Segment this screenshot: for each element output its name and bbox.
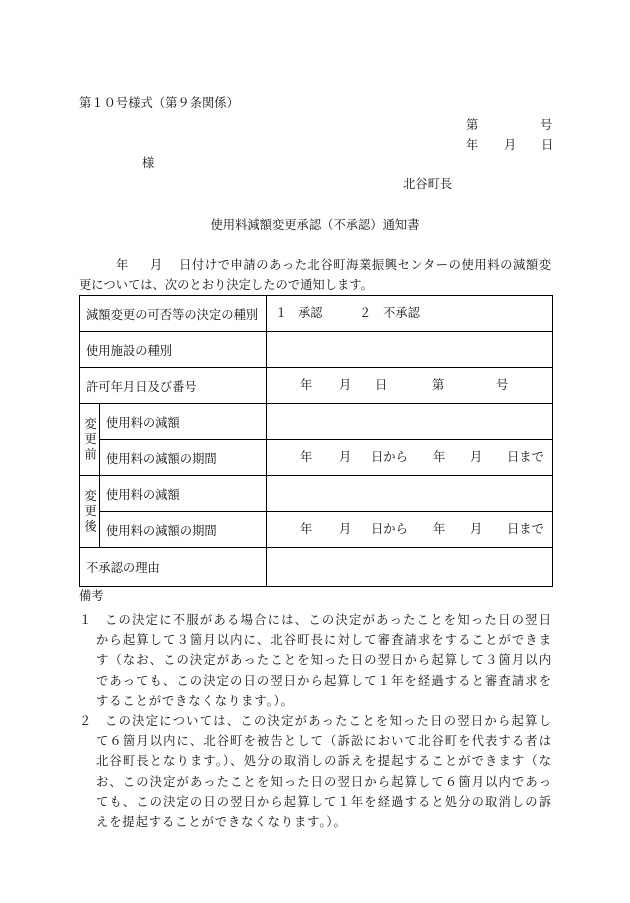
after-from-day: 日から	[371, 522, 408, 536]
doc-number-prefix: 第	[466, 118, 479, 132]
doc-number-suffix: 号	[540, 118, 553, 132]
intro-year: 年	[116, 258, 129, 272]
date-month: 月	[504, 138, 517, 152]
after-to-month: 月	[470, 522, 483, 536]
remarks-notes	[79, 610, 551, 832]
sender-name: 北谷町長	[403, 177, 453, 191]
intro-line-1: 日付けで申請のあった北谷町海業振興センターの使用料の減額変	[179, 258, 551, 272]
note-text: この決定については、この決定があったことを知った日の翌日から起算し	[105, 713, 551, 728]
option-number: １	[275, 306, 288, 320]
permit-label: 許可年月日及び番号	[80, 368, 267, 404]
note-line: から起算して３箇月以内に、北谷町長に対して審査請求をすることができま	[96, 633, 551, 648]
note-line: えを提起することができなくなります。）。	[96, 814, 347, 829]
after-amount-value	[267, 476, 552, 512]
note-number: １	[79, 613, 92, 627]
document-title: 使用料減額変更承認（不承認）通知書	[210, 218, 420, 232]
note-line: ても、この決定の日の翌日から起算して１年を経過すると処分の取消しの訴	[96, 794, 551, 809]
before-group-text: 変更前	[82, 416, 97, 463]
decision-value	[267, 296, 552, 332]
note-line: す（なお、この決定があったことを知った日の翌日から起算して３箇月以内	[96, 653, 551, 668]
after-to-day: 日まで	[507, 522, 544, 536]
date-year: 年	[466, 138, 479, 152]
intro-line-2: 更については、次のとおり決定したので通知します。	[79, 278, 373, 292]
before-amount-value	[267, 404, 552, 440]
permit-day: 日	[375, 378, 388, 392]
option-disapprove: 不承認	[383, 306, 420, 320]
before-to-month: 月	[470, 450, 483, 464]
before-amount-label: 使用料の減額	[100, 404, 267, 440]
note-line: することができなくなります。）。	[96, 693, 294, 708]
before-to-year: 年	[433, 450, 446, 464]
note-line: 北谷町長となります。）、処分の取消しの訴えを提起することができます（な	[96, 754, 551, 769]
form-number: 第１０号様式（第９条関係）	[79, 96, 239, 110]
after-from-year: 年	[300, 522, 313, 536]
addressee-honorific: 様	[142, 156, 155, 170]
after-to-year: 年	[433, 522, 446, 536]
after-group-label	[80, 476, 100, 548]
after-period-label: 使用料の減額の期間	[100, 512, 267, 548]
note-line	[79, 711, 551, 731]
note-text: この決定に不服がある場合には、この決定があったことを知った日の翌日	[105, 613, 551, 627]
before-period-label: 使用料の減額の期間	[100, 440, 267, 476]
reason-value	[267, 548, 552, 586]
before-from-day: 日から	[371, 450, 408, 464]
note-line: であっても、この決定の日の翌日から起算して１年を経過すると審査請求を	[96, 673, 551, 688]
permit-month: 月	[339, 378, 352, 392]
option-approve: 承認	[298, 306, 323, 320]
after-group-text: 変更後	[82, 488, 97, 535]
decision-label: 減額変更の可否等の決定の種別	[80, 296, 267, 332]
permit-year: 年	[300, 378, 313, 392]
permit-no-suffix: 号	[496, 378, 509, 392]
remark-note-1	[79, 610, 551, 711]
option-number: ２	[359, 306, 372, 320]
permit-no-prefix: 第	[432, 378, 445, 392]
intro-month: 月	[150, 258, 163, 272]
before-to-day: 日まで	[507, 450, 544, 464]
note-line: て６箇月以内に、北谷町を被告として（訴訟において北谷町を代表する者は	[96, 734, 551, 749]
note-line	[79, 610, 551, 630]
after-amount-label: 使用料の減額	[100, 476, 267, 512]
date-day: 日	[541, 138, 554, 152]
before-from-year: 年	[300, 450, 313, 464]
reason-label: 不承認の理由	[80, 548, 267, 586]
after-from-month: 月	[339, 522, 352, 536]
note-number: ２	[79, 713, 92, 728]
decision-table	[79, 295, 553, 587]
permit-value	[267, 368, 552, 404]
facility-label: 使用施設の種別	[80, 332, 267, 368]
note-line: お、この決定があったことを知った日の翌日から起算して６箇月以内であっ	[96, 774, 551, 789]
facility-value	[267, 332, 552, 368]
remark-note-2	[79, 711, 551, 832]
after-period-value	[267, 512, 552, 548]
before-period-value	[267, 440, 552, 476]
before-from-month: 月	[339, 450, 352, 464]
remarks-heading: 備考	[79, 589, 104, 603]
before-group-label	[80, 404, 100, 476]
